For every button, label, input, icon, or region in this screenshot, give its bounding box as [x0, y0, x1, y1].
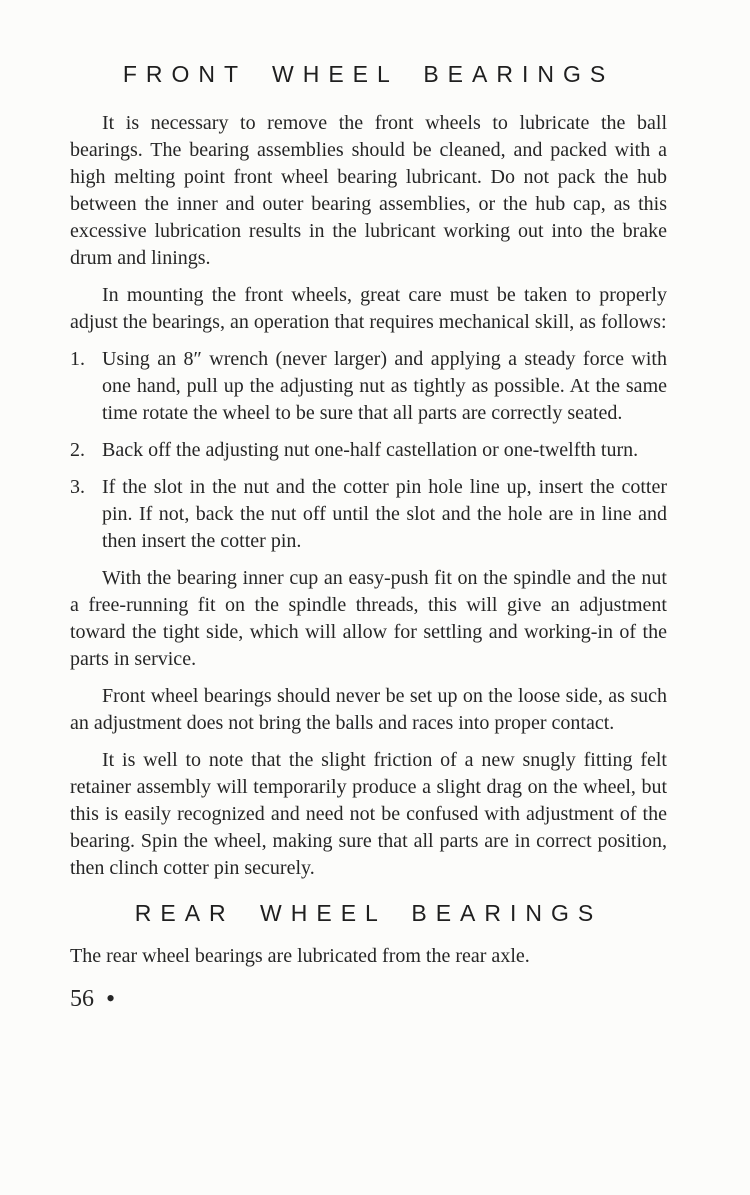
- step-text: Using an 8″ wrench (never larger) and applying a steady force with one hand, pull up the adjusting nut as tightly as possible. At the same time rotate the wheel to be sure that all parts are correctly seated.: [102, 348, 667, 424]
- step-number: 3.: [70, 476, 85, 498]
- paragraph-rear-intro: The rear wheel bearings are lubricated from the rear axle.: [70, 945, 530, 967]
- page-number-bullet: •: [106, 984, 116, 1013]
- paragraph-front-closing-2: Front wheel bearings should never be set up on the loose side, as such an adjustment does not bring the balls and races into proper contact.: [70, 685, 667, 734]
- list-item-step-2: [70, 437, 667, 464]
- paragraph-front-intro-1: It is necessary to remove the front wheels to lubricate the ball bearings. The bearing assemblies should be cleaned, and packed with a high melting point front wheel bearing lubricant. Do not pack the hub between the inner and outer bearing assemblies, or the hub cap, as this excessive lubrication results in the lubricant working out into the brake drum and linings.: [70, 112, 667, 269]
- list-item-step-3: [70, 474, 667, 555]
- step-text: If the slot in the nut and the cotter pin hole line up, insert the cotter pin. If not, back the nut off until the slot and the hole are in line and then insert the cotter pin.: [102, 476, 667, 552]
- step-number: 1.: [70, 348, 85, 370]
- section-heading-front-wheel-bearings: FRONT WHEEL BEARINGS: [122, 61, 615, 87]
- section-heading-rear-wheel-bearings: REAR WHEEL BEARINGS: [134, 900, 603, 926]
- list-item-step-1: [70, 346, 667, 427]
- page-number: 56: [70, 986, 94, 1012]
- paragraph-front-intro-2: In mounting the front wheels, great care must be taken to properly adjust the bearings, an operation that requires mechanical skill, as follows:: [70, 284, 667, 333]
- step-text: Back off the adjusting nut one-half castellation or one-twelfth turn.: [102, 439, 639, 461]
- paragraph-front-closing-1: With the bearing inner cup an easy-push fit on the spindle and the nut a free-running fit on the spindle threads, this will give an adjustment toward the tight side, which will allow for settling and working-in of the parts in service.: [70, 567, 667, 670]
- paragraph-front-closing-3: It is well to note that the slight friction of a new snugly fitting felt retainer assembly will temporarily produce a slight drag on the wheel, but this is easily recognized and need not be confused with adjustment of the bearing. Spin the wheel, making sure that all parts are in correct position, then clinch cotter pin securely.: [70, 749, 667, 879]
- page-footer: [70, 984, 667, 1014]
- step-number: 2.: [70, 439, 85, 461]
- numbered-step-list: [70, 346, 667, 555]
